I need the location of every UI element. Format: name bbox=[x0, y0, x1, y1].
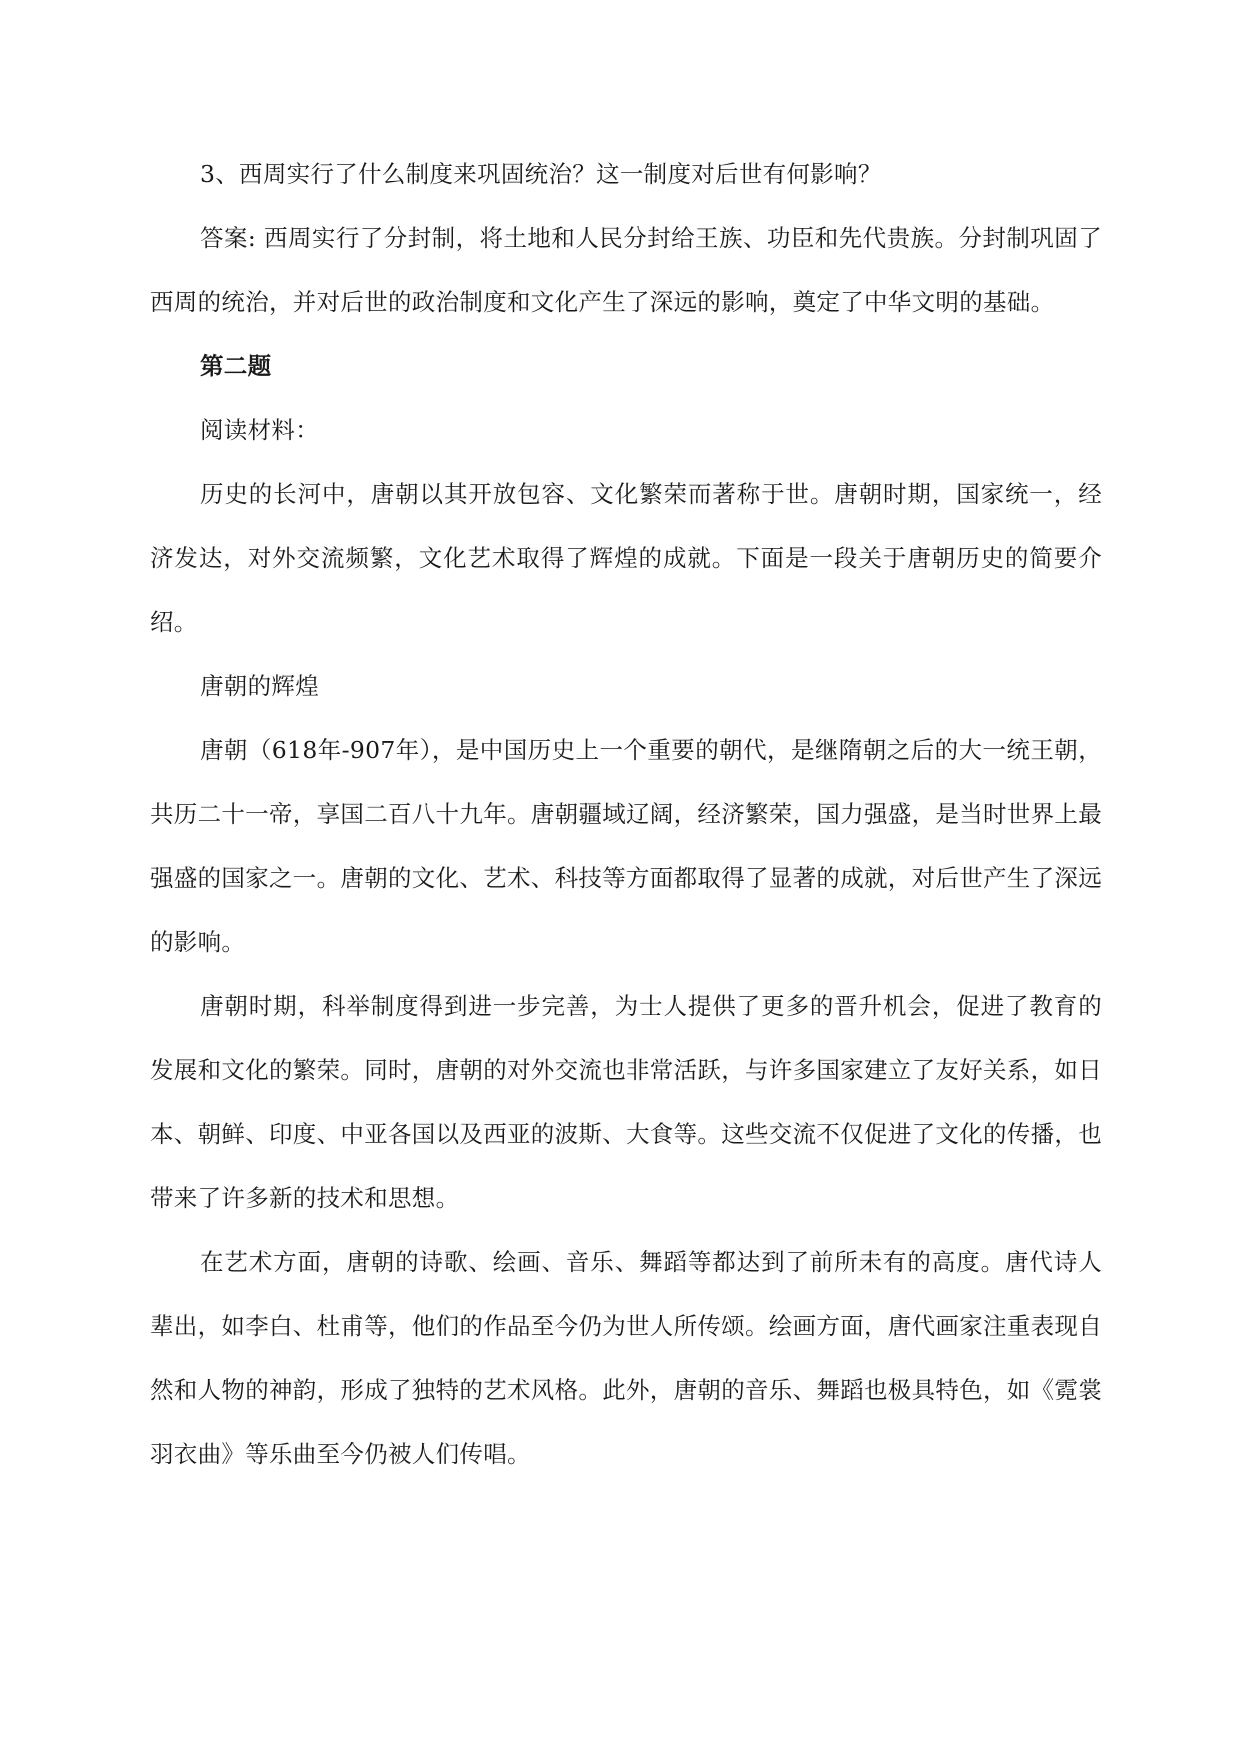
section-heading: 第二题 bbox=[200, 352, 272, 380]
intro-paragraph: 历史的长河中，唐朝以其开放包容、文化繁荣而著称于世。唐朝时期，国家统一，经济发达，对外交流频繁，文化艺术取得了辉煌的成就。下面是一段关于唐朝历史的简要介绍。 bbox=[150, 480, 1102, 636]
article-title: 唐朝的辉煌 bbox=[200, 672, 319, 700]
article-paragraph-2: 唐朝时期，科举制度得到进一步完善，为士人提供了更多的晋升机会，促进了教育的发展和文化的繁荣。同时，唐朝的对外交流也非常活跃，与许多国家建立了友好关系，如日本、朝鲜、印度、中亚各国以及西亚的波斯、大食等。这些交流不仅促进了文化的传播，也带来了许多新的技术和思想。 bbox=[150, 992, 1102, 1212]
article-paragraph-1: 唐朝（618年-907年），是中国历史上一个重要的朝代，是继隋朝之后的大一统王朝，共历二十一帝，享国二百八十九年。唐朝疆域辽阔，经济繁荣，国力强盛，是当时世界上最强盛的国家之一。唐朝的文化、艺术、科技等方面都取得了显著的成就，对后世产生了深远的影响。 bbox=[150, 736, 1102, 956]
reading-material-label: 阅读材料： bbox=[200, 416, 319, 444]
answer-paragraph: 答案: 西周实行了分封制，将土地和人民分封给王族、功臣和先代贵族。分封制巩固了西周的统治，并对后世的政治制度和文化产生了深远的影响，奠定了中华文明的基础。 bbox=[150, 224, 1102, 316]
question-3-text: 3、西周实行了什么制度来巩固统治？这一制度对后世有何影响？ bbox=[200, 160, 882, 188]
document-body bbox=[150, 142, 1102, 1486]
article-paragraph-3: 在艺术方面，唐朝的诗歌、绘画、音乐、舞蹈等都达到了前所未有的高度。唐代诗人辈出，如李白、杜甫等，他们的作品至今仍为世人所传颂。绘画方面，唐代画家注重表现自然和人物的神韵，形成了独特的艺术风格。此外，唐朝的音乐、舞蹈也极具特色，如《霓裳羽衣曲》等乐曲至今仍被人们传唱。 bbox=[150, 1248, 1102, 1468]
